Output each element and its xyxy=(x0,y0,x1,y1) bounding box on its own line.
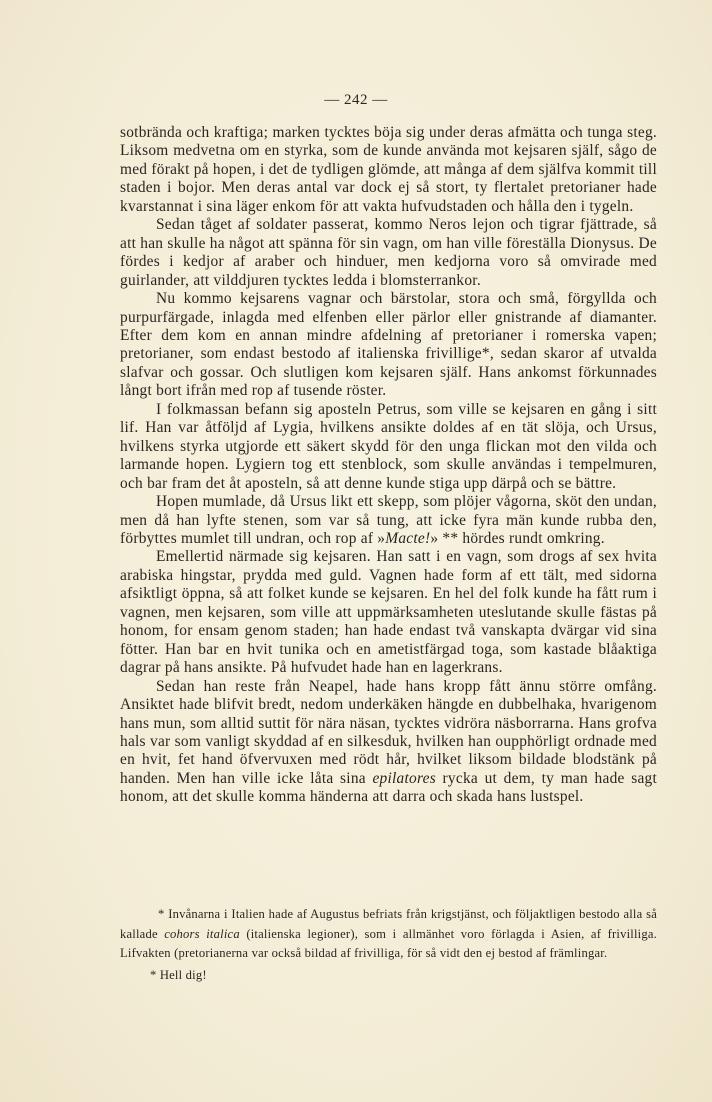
text-run: Hopen mumlade, då Ursus likt ett skepp, som plöjer vågorna, sköt den undan, men då han lyfte stenen, som var så tung, att icke fyra män kunde rubba den, förbyttes mumlet till undran, och rop af » xyxy=(120,493,657,547)
text-run: Emellertid närmade sig kejsaren. Han satt i en vagn, som drogs af sex hvita arabiska hingstar, prydda med guld. Vagnen hade form af ett tält, med sidorna afsiktligt öppna, så att folket kunde se kejsaren. En hel del folk kunde ha fått rum i vagnen, men kejsaren, som ville att uppmärksamheten uteslutande skulle fästas på honom, for ensam genom staden; han hade endast två vanskapta dvärgar vid sina fötter. Han bar en hvit tunika och en ametistfärgad toga, som kastade blåaktiga dagrar på hans ansikte. På hufvudet hade han en lagerkrans. xyxy=(120,548,657,677)
text-run: Sedan han reste från Neapel, hade hans kropp fått ännu större omfång. Ansiktet hade blifvit bredt, nedom underkäken hängde en dubbelhaka, hvarigenom hans mun, som alltid suttit för nära näsan, tycktes vidröra näsborrarna. Hans grofva hals var som vanligt skyddad af en silkesduk, hvilken han oupphörligt ordnade med en hvit, fet hand öfvervuxen med rödt hår, hvilket liksom bildade blodstänk på handen. Men han ville icke låta sina xyxy=(120,677,657,787)
paragraph-2 xyxy=(120,216,657,290)
page-number: — 242 — xyxy=(324,92,388,108)
text-run: * Hell dig! xyxy=(150,967,207,982)
italic-text: Macte! xyxy=(385,529,431,547)
footnote-2 xyxy=(120,966,657,986)
paragraph-1 xyxy=(120,124,657,216)
italic-text: cohors italica xyxy=(164,926,240,941)
text-run: sotbrända och kraftiga; marken tycktes böja sig under deras afmätta och tunga steg. Liksom medvetna om en styrka, som de kunde använda mot kejsaren själf, sågo de med förakt på hopen, i det de tydligen glömde, att många af dem själfva kommit till staden i bojor. Men deras antal var dock ej så stort, ty flertalet pretorianer hade kvarstannat i sina läger enkom för att vakta hufvudstaden och hålla den i tygeln. xyxy=(120,124,657,215)
footnote-1 xyxy=(120,905,657,964)
text-run: Nu kommo kejsarens vagnar och bärstolar, stora och små, förgyllda och purpurfärgade, inlagda med elfenben eller pärlor eller gnistrande af diamanter. Efter dem kom en annan mindre afdelning af pretorianer i romerska vapen; pretorianer, som endast bestodo af italienska frivillige*, sedan skaror af utvalda slafvar och gossar. Och slutligen kom kejsaren själf. Hans ankomst förkunnades långt bort ifrån med rop af tusende röster. xyxy=(120,290,657,400)
paragraph-6 xyxy=(120,548,657,677)
text-run: rycka ut dem, ty man hade sagt honom, att det skulle komma händerna att darra och skada hans lustspel. xyxy=(120,769,657,806)
text-run: Sedan tåget af soldater passerat, kommo Neros lejon och tigrar fjättrade, så att han skulle ha något att spänna för sin vagn, om han ville föreställa Dionysus. De fördes i kedjor af araber och hinduer, men kedjorna voro så omvirade med guirlander, att vilddjuren tycktes ledda i blomsterrankor. xyxy=(120,216,657,289)
paragraph-3 xyxy=(120,290,657,401)
paragraph-4 xyxy=(120,401,657,493)
text-run: I folkmassan befann sig aposteln Petrus, som ville se kejsaren en gång i sitt lif. Han var åtföljd af Lygia, hvilkens ansikte doldes af en tät slöja, och Ursus, hvilkens styrka utgjorde ett säkert skydd för den unga flickan mot den vilda och larmande hopen. Lygiern tog ett stenblock, som skulle användas i tempelmuren, och bar fram det åt aposteln, så att denne kunde stiga upp därpå och se bättre. xyxy=(120,400,657,492)
paragraph-7 xyxy=(120,678,657,807)
text-run: » ** hördes rundt omkring. xyxy=(430,529,605,547)
body-text xyxy=(120,124,657,807)
italic-text: epilatores xyxy=(372,769,436,787)
paragraph-5 xyxy=(120,493,657,548)
text-run: (italienska legioner), som i allmänhet voro förlagda i Asien, af frivilliga. Lifvakten (pretorianerna var också bildad af frivilliga, för så vidt den ej bestod af främlingar. xyxy=(120,926,657,960)
footnotes xyxy=(120,905,657,985)
text-run: * Invånarna i Italien hade af Augustus befriats från krigstjänst, och följaktligen bestodo alla så kallade xyxy=(120,907,657,941)
